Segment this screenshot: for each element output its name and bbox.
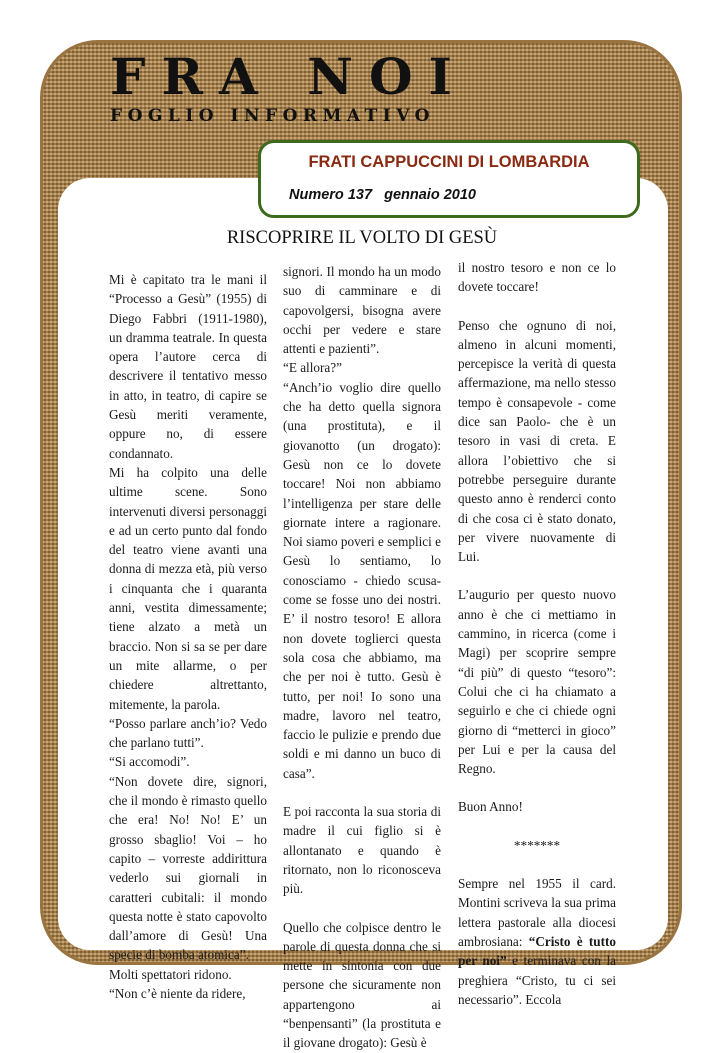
- paragraph: signori. Il mondo ha un modo suo di camminare e di capovolgersi, bisogna avere occhi per vedere e stare attenti e pazienti”.: [283, 264, 441, 357]
- article-column-1: [109, 270, 267, 1003]
- newsletter-title: FRA NOI: [110, 47, 468, 106]
- separator: *******: [513, 837, 561, 853]
- newsletter-subtitle: FOGLIO INFORMATIVO: [110, 106, 435, 126]
- paragraph: Mi ha colpito una delle ultime scene. Sono intervenuti diversi personaggi e ad un certo punto dal fondo del teatro viene avanti una donna di mezza età, più verso i cinquanta che i quaranta anni, vestita dimessamente; tiene alzato a metà un braccio. Non si sa se per dare un mite allarme, o per chiedere altrettanto, mitemente, la parola.: [109, 464, 267, 712]
- paragraph: “Non c’è niente da ridere,: [109, 985, 246, 1001]
- paragraph: “E allora?”: [283, 360, 342, 376]
- text-span: e terminava con la preghiera “Cristo, tu ci sei necessario”. Eccola: [458, 953, 616, 1007]
- paragraph: “Si accomodi”.: [109, 754, 190, 770]
- issue-info: Numero 137 gennaio 2010: [289, 187, 476, 203]
- paragraph: E poi racconta la sua storia di madre il cui figlio si è allontanato e quando è ritornato, non lo riconosceva più.: [283, 804, 441, 897]
- paragraph: L’augurio per questo nuovo anno è che ci mettiamo in cammino, in ricerca (come i Magi) per scoprire sempre “di più” di questo “tesoro”: Colui che ci ha chiamato a seguirlo e che ci chiede ogni giorno di “metterci in gioco” per Lui e per la causa del Regno.: [458, 587, 616, 777]
- paragraph: Quello che colpisce dentro le parole di questa donna che si mette in sintonia con due persone che sicuramente non appartengono ai “benpensanti” (la prostituta e il giovane drogato): Gesù è: [283, 919, 441, 1051]
- greeting: Buon Anno!: [458, 799, 523, 815]
- paragraph: Molti spettatori ridono.: [109, 966, 232, 982]
- article-column-3: [458, 258, 616, 1009]
- text-span: Sempre nel 1955 il card. Montini scriveva la sua prima lettera pastorale alla diocesi ambrosiana:: [458, 876, 616, 949]
- quoted-title: “Cristo è tutto per noi”: [458, 933, 616, 969]
- info-box: [258, 140, 640, 218]
- paragraph: Mi è capitato tra le mani il “Processo a Gesù” (1955) di Diego Fabbri (1911-1980), un dramma teatrale. In questa opera l’autore cerca di descrivere il tentativo messo in atto, in teatro, di capire se Gesù meriti veramente, oppure no, di essere condannato.: [109, 272, 267, 461]
- paragraph: “Non dovete dire, signori, che il mondo è rimasto quello che era! No! No! E’ un grosso sbaglio! Voi – ho capito – vorreste addirittura vederlo sui giornali in caratteri cubitali: il mondo questa notte è stato capovolto dall’amore di Gesù! Una specie di bomba atomica”.: [109, 773, 267, 963]
- paragraph: “Posso parlare anch’io? Vedo che parlano tutti”.: [109, 715, 267, 751]
- paragraph: il nostro tesoro e non ce lo dovete toccare!: [458, 260, 616, 295]
- article-title: RISCOPRIRE IL VOLTO DI GESÙ: [226, 228, 498, 248]
- paragraph: [458, 874, 616, 1009]
- article-column-2: [283, 262, 441, 1053]
- paragraph: Penso che ognuno di noi, almeno in alcuni momenti, percepisce la verità di questa affermazione, ma nello stesso tempo è consapevole - come dice san Paolo- che è un tesoro in vasi di creta. E allora l’obiettivo che si potrebbe perseguire durante questo anno è renderci conto di che cosa ci è stato donato, per vivere nuovamente di Lui.: [458, 317, 616, 565]
- masthead: [110, 47, 468, 126]
- organization-name: FRATI CAPPUCCINI DI LOMBARDIA: [308, 153, 590, 171]
- paragraph: “Anch’io voglio dire quello che ha detto quella signora (una prostituta), e il giovanotto (un drogato): Gesù non ce lo dovete toccare! Noi non abbiamo l’intelligenza per stare delle giornate intere a ragionare. Noi siamo poveri e semplici e Gesù lo sentiamo, lo conosciamo - chiedo scusa- come se fosse uno dei nostri. E’ il nostro tesoro! E allora non dovete toglierci questa sola cosa che abbiamo, ma che per noi è tutto. Gesù è tutto, per noi! Io sono una madre, lavoro nel teatro, faccio le pulizie e prendo due soldi e mi danno un buco di casa”.: [283, 379, 441, 781]
